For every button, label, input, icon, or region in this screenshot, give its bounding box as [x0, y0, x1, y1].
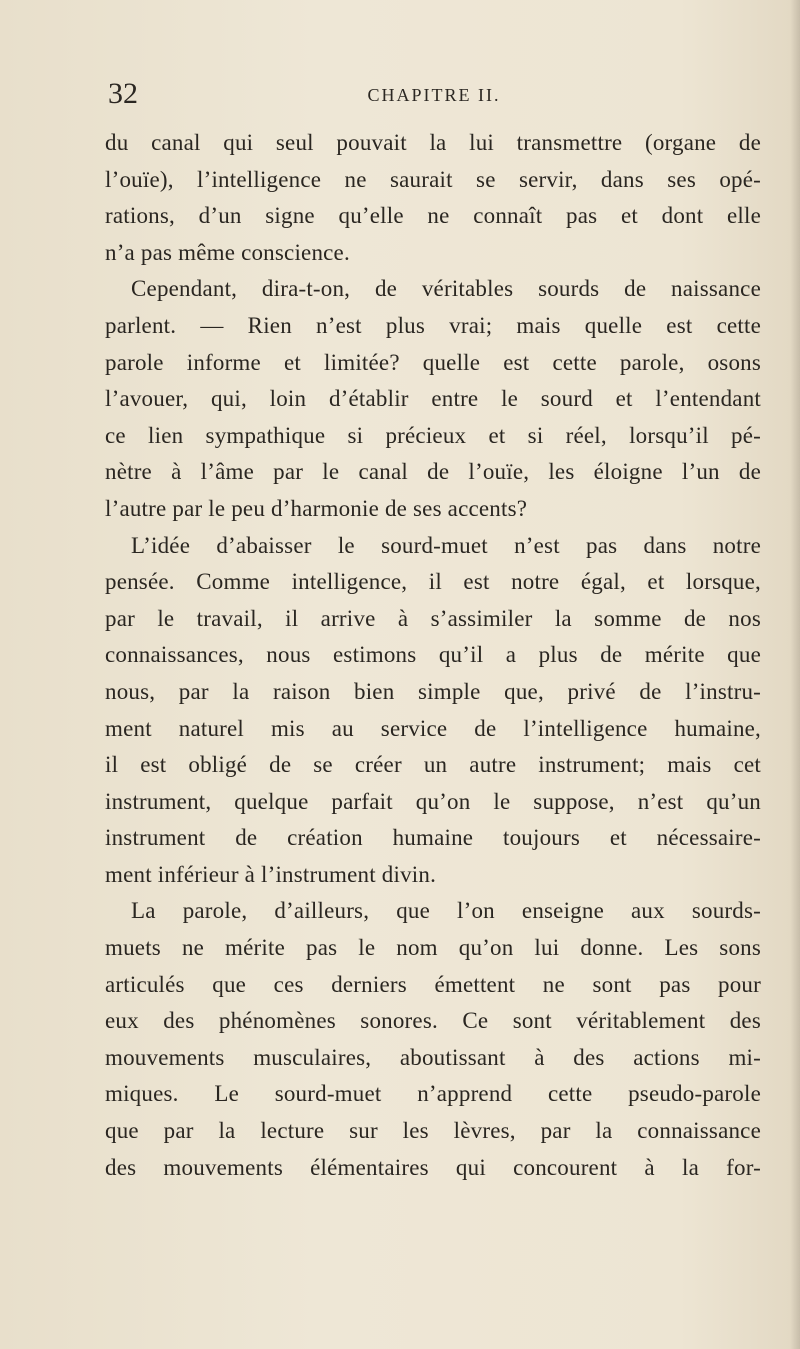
text-line: parole informe et limitée? quelle est cette parole, osons	[105, 349, 761, 375]
text-line: articulés que ces derniers émettent ne sont pas pour	[105, 971, 761, 997]
text-line: instrument, quelque parfait qu’on le suppose, n’est qu’un	[105, 788, 761, 814]
text-line: que par la lecture sur les lèvres, par la connaissance	[105, 1118, 761, 1144]
text-line: l’avouer, qui, loin d’établir entre le sourd et l’entendant	[105, 386, 761, 412]
text-line: l’ouïe), l’intelligence ne saurait se servir, dans ses opé-	[105, 166, 761, 192]
text-line: n’a pas même conscience.	[105, 239, 350, 265]
text-line: rations, d’un signe qu’elle ne connaît pas et dont elle	[105, 203, 761, 229]
text-line: nous, par la raison bien simple que, privé de l’instru-	[105, 678, 761, 704]
text-line: L’idée d’abaisser le sourd-muet n’est pas dans notre	[131, 532, 761, 558]
text-line: parlent. — Rien n’est plus vrai; mais quelle est cette	[105, 312, 761, 338]
text-line: instrument de création humaine toujours et nécessaire-	[105, 825, 761, 851]
text-line: du canal qui seul pouvait la lui transmettre (organe de	[105, 130, 761, 155]
text-line: Cependant, dira-t-on, de véritables sourds de naissance	[131, 276, 761, 302]
text-line: des mouvements élémentaires qui concourent à la for-	[105, 1154, 761, 1180]
text-line: pensée. Comme intelligence, il est notre égal, et lorsque,	[105, 569, 761, 595]
text-line: connaissances, nous estimons qu’il a plus de mérite que	[105, 642, 761, 668]
page-number: 32	[108, 77, 138, 110]
text-line: par le travail, il arrive à s’assimiler la somme de nos	[105, 605, 761, 631]
text-line: eux des phénomènes sonores. Ce sont véritablement des	[105, 1008, 761, 1034]
text-line: ment naturel mis au service de l’intelligence humaine,	[105, 715, 761, 741]
text-line: nètre à l’âme par le canal de l’ouïe, les éloigne l’un de	[105, 459, 761, 485]
text-line: miques. Le sourd-muet n’apprend cette pseudo-parole	[105, 1081, 761, 1107]
text-line: ce lien sympathique si précieux et si réel, lorsqu’il pé-	[105, 422, 761, 448]
text-line: l’autre par le peu d’harmonie de ses accents?	[105, 495, 528, 521]
text-line: muets ne mérite pas le nom qu’on lui donne. Les sons	[105, 935, 761, 961]
running-head: CHAPITRE II.	[367, 85, 501, 105]
text-line: ment inférieur à l’instrument divin.	[105, 861, 437, 887]
text-line: mouvements musculaires, aboutissant à des actions mi-	[105, 1044, 761, 1070]
text-line: il est obligé de se créer un autre instrument; mais cet	[105, 752, 761, 778]
body-text	[105, 125, 761, 1186]
text-line: La parole, d’ailleurs, que l’on enseigne aux sourds-	[131, 898, 761, 924]
page-header	[108, 74, 760, 114]
